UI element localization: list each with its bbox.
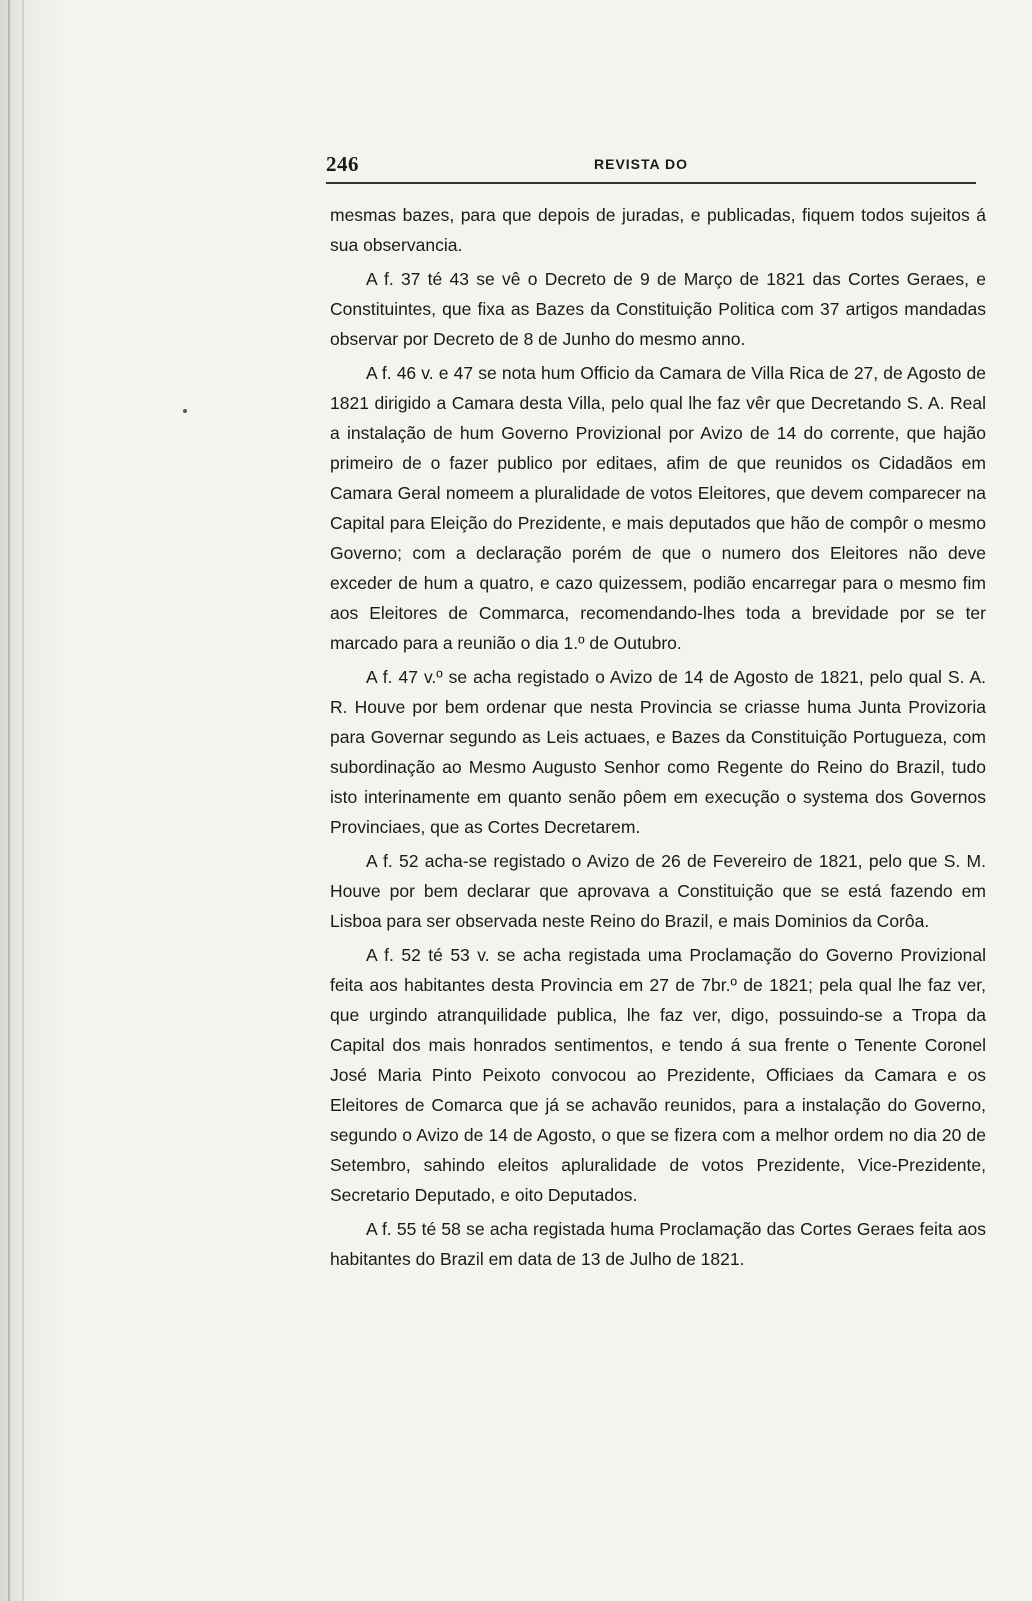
paragraph: A f. 55 té 58 se acha registada huma Proclamação das Cortes Geraes feita aos habitantes do Brazil em data de 13 de Julho de 1821. xyxy=(330,1219,986,1269)
paragraph: A f. 37 té 43 se vê o Decreto de 9 de Março de 1821 das Cortes Geraes, e Constituintes, que fixa as Bazes da Constituição Politica com 37 artigos mandadas observar por Decreto de 8 de Junho do mesmo anno. xyxy=(330,269,986,349)
binding-line xyxy=(22,0,24,1601)
paragraph: A f. 46 v. e 47 se nota hum Officio da Camara de Villa Rica de 27, de Agosto de 1821 dirigido a Camara desta Villa, pelo qual lhe faz vêr que Decretando S. A. Real a instalação de hum Governo Provizional por Avizo de 14 do corrente, que hajão primeiro de o fazer publico por editaes, afim de que reunidos os Cidadãos em Camara Geral nomeem a pluralidade de votos Eleitores, que devem comparecer na Capital para Eleição do Prezidente, e mais deputados que hão de compôr o mesmo Governo; com a declaração porém de que o numero dos Eleitores não deve exceder de hum a quatro, e cazo quizessem, podião encarregar para o mesmo fim aos Eleitores de Commarca, recomendando-lhes toda a brevidade por se ter marcado para a reunião o dia 1.º de Outubro. xyxy=(330,363,986,653)
ink-speck xyxy=(183,409,187,413)
paragraph: A f. 52 té 53 v. se acha registada uma Proclamação do Governo Provizional feita aos habitantes desta Provincia em 27 de 7br.º de 1821; pela qual lhe faz ver, que urgindo atranquilidade publica, lhe faz ver, digo, possuindo-se a Tropa da Capital dos mais honrados sentimentos, e tendo á sua frente o Tenente Coronel José Maria Pinto Peixoto convocou ao Prezidente, Officiaes da Camara e os Eleitores de Comarca que já se achavão reunidos, para a instalação do Governo, segundo o Avizo de 14 de Agosto, o que se fizera com a melhor ordem no dia 20 de Setembro, sahindo eleitos apluralidade de votos Prezidente, Vice-Prezidente, Secretario Deputado, e oito Deputados. xyxy=(330,945,986,1205)
paragraph: A f. 52 acha-se registado o Avizo de 26 de Fevereiro de 1821, pelo que S. M. Houve por bem declarar que aprovava a Constituição que se está fazendo em Lisboa para ser observada neste Reino do Brazil, e mais Dominios da Corôa. xyxy=(330,851,986,931)
page-number: 246 xyxy=(326,152,359,176)
body-text xyxy=(330,200,986,1278)
paragraph-continuation: mesmas bazes, para que depois de juradas, e publicadas, fiquem todos sujeitos á sua observancia. xyxy=(330,205,986,255)
paragraph: A f. 47 v.º se acha registado o Avizo de 14 de Agosto de 1821, pelo qual S. A. R. Houve por bem ordenar que nesta Provincia se criasse huma Junta Provizoria para Governar segundo as Leis actuaes, e Bazes da Constituição Portugueza, com subordinação ao Mesmo Augusto Senhor como Regente do Reino do Brazil, tudo isto interinamente em quanto senão pôem em execução o systema dos Governos Provinciaes, que as Cortes Decretarem. xyxy=(330,667,986,837)
header-rule xyxy=(326,182,976,184)
binding-line xyxy=(8,0,10,1601)
page-header xyxy=(326,150,976,184)
running-head: REVISTA DO xyxy=(594,156,689,172)
